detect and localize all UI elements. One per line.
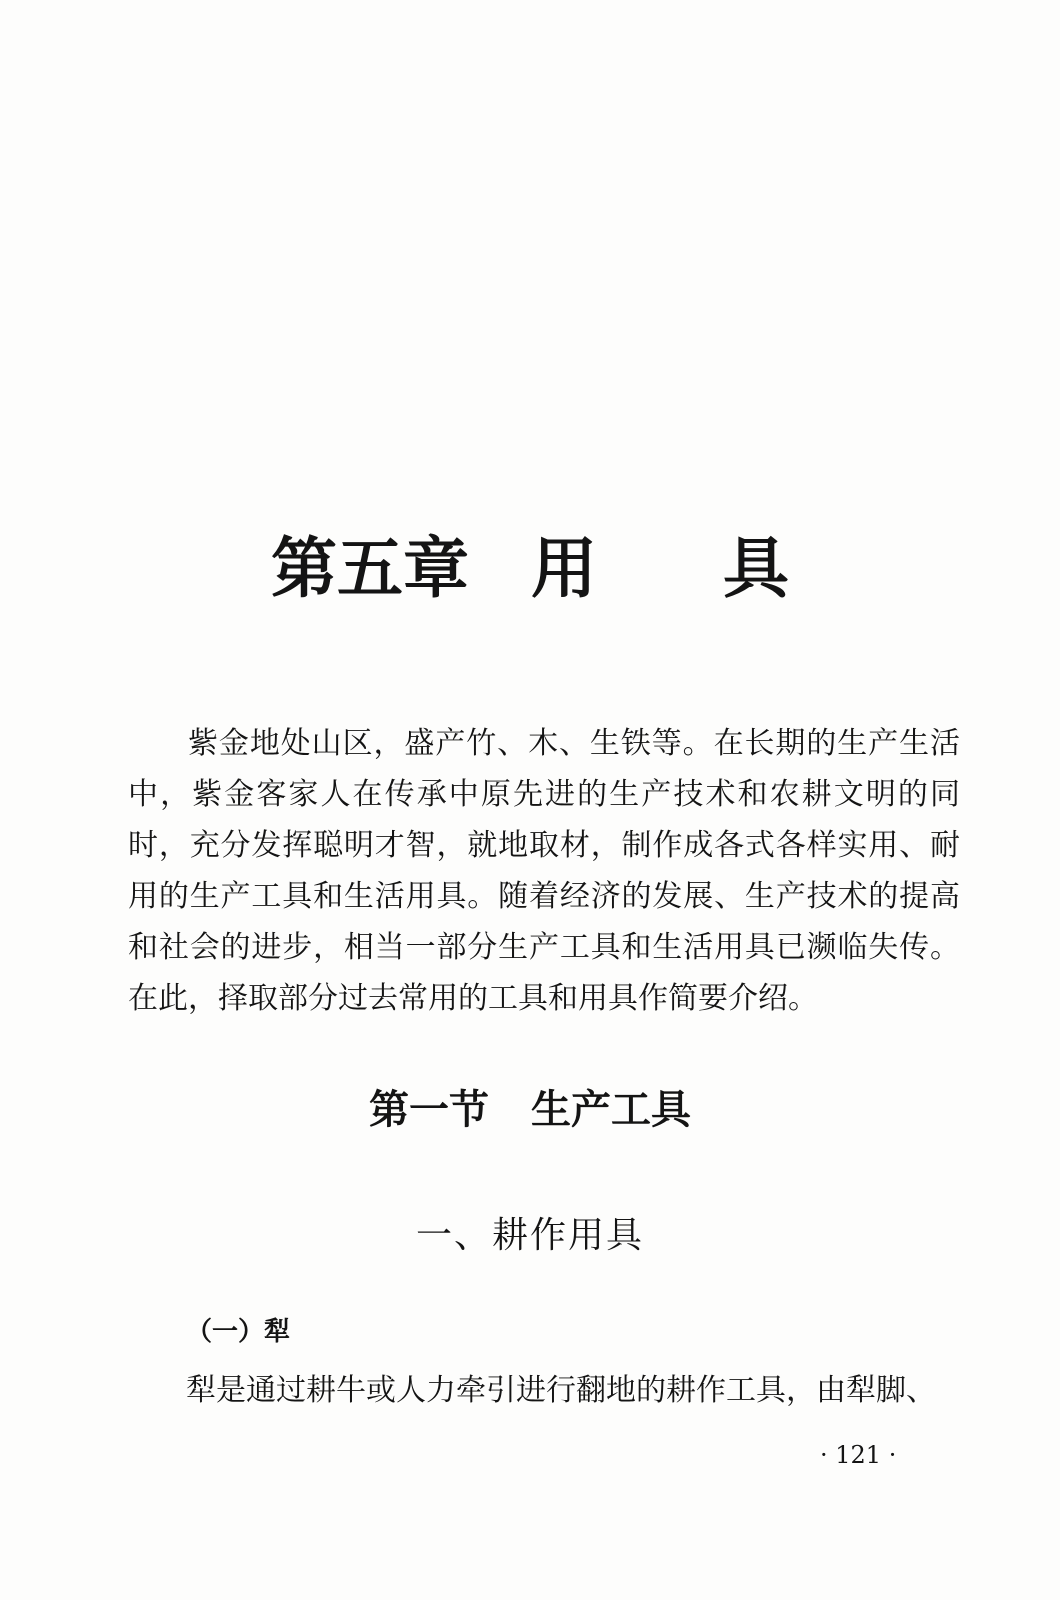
section-title — [0, 1080, 1060, 1140]
section-name: 生产工具 — [531, 1086, 691, 1133]
chapter-title-part-2: 具 — [723, 529, 789, 607]
intro-paragraph: 紫金地处山区，盛产竹、木、生铁等。在长期的生产生活中，紫金客家人在传承中原先进的生产技术和农耕文明的同时，充分发挥聪明才智，就地取材，制作成各式各样实用、耐用的生产工具和生活用具。随着经济的发展、生产技术的提高和社会的进步，相当一部分生产工具和生活用具已濒临失传。在此，择取部分过去常用的工具和用具作简要介绍。 — [128, 726, 960, 1016]
chapter-number: 第五章 — [271, 529, 469, 607]
item-paragraph: 犁是通过耕牛或人力牵引进行翻地的耕作工具，由犁脚、 — [186, 1373, 936, 1408]
chapter-title — [0, 528, 1060, 608]
subsection-title: 一、耕作用具 — [415, 1215, 644, 1256]
page-number: · 121 · — [820, 1441, 897, 1469]
item-heading: （一）犁 — [186, 1317, 291, 1347]
chapter-title-part-1: 用 — [531, 529, 597, 607]
section-number: 第一节 — [369, 1086, 489, 1133]
